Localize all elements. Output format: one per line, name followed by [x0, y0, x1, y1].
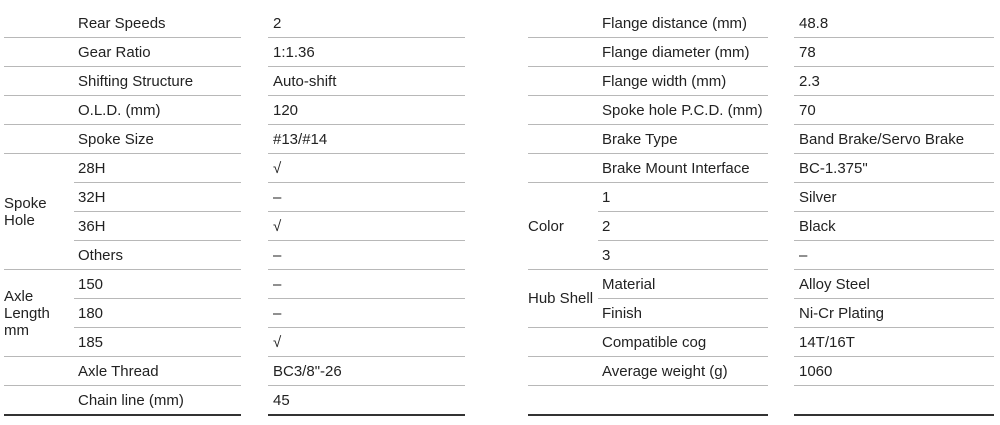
spec-group-label: [4, 38, 74, 67]
column-gap: [768, 67, 794, 96]
spec-value: Auto-shift: [268, 67, 465, 96]
spec-value: √: [268, 328, 465, 357]
spec-label: Material: [598, 270, 768, 299]
spec-label: Rear Speeds: [74, 9, 241, 38]
column-gap: [241, 270, 268, 299]
column-gap: [768, 38, 794, 67]
spec-value: –: [268, 270, 465, 299]
spec-row: [4, 154, 465, 183]
spec-label: Spoke Size: [74, 125, 241, 154]
column-gap: [768, 299, 794, 328]
column-gap: [768, 386, 794, 416]
spec-value: 78: [794, 38, 994, 67]
spec-row: [4, 183, 465, 212]
spec-group-label: Axle Length mm: [4, 270, 74, 357]
column-gap: [241, 9, 268, 38]
column-gap: [768, 328, 794, 357]
spec-group-label: [528, 38, 598, 67]
spec-row: [4, 357, 465, 386]
spec-label: Flange width (mm): [598, 67, 768, 96]
spec-group-label: [528, 328, 598, 357]
spec-label: 36H: [74, 212, 241, 241]
spec-row: [528, 183, 994, 212]
spec-label: Flange diameter (mm): [598, 38, 768, 67]
column-gap: [241, 183, 268, 212]
spec-label: Spoke hole P.C.D. (mm): [598, 96, 768, 125]
spec-value: √: [268, 154, 465, 183]
spec-row: [4, 328, 465, 357]
spec-label: Gear Ratio: [74, 38, 241, 67]
spec-row: [4, 96, 465, 125]
spec-label: Shifting Structure: [74, 67, 241, 96]
spec-label: Others: [74, 241, 241, 270]
spec-row: [4, 38, 465, 67]
spec-row: [528, 38, 994, 67]
spec-row: [528, 67, 994, 96]
spec-label: 2: [598, 212, 768, 241]
spec-row: [528, 241, 994, 270]
spec-label: Finish: [598, 299, 768, 328]
spec-row: [4, 270, 465, 299]
spec-label: 1: [598, 183, 768, 212]
spec-value: 48.8: [794, 9, 994, 38]
spec-value: [794, 386, 994, 416]
column-gap: [241, 299, 268, 328]
spec-label: Chain line (mm): [74, 386, 241, 416]
spec-label: Flange distance (mm): [598, 9, 768, 38]
spec-label: Brake Type: [598, 125, 768, 154]
column-gap: [768, 9, 794, 38]
spec-value: Black: [794, 212, 994, 241]
spec-row: [4, 212, 465, 241]
spec-value: Band Brake/Servo Brake: [794, 125, 994, 154]
column-gap: [768, 154, 794, 183]
spec-label: Average weight (g): [598, 357, 768, 386]
spec-value: 1:1.36: [268, 38, 465, 67]
column-gap: [768, 96, 794, 125]
spec-value: 45: [268, 386, 465, 416]
spec-value: √: [268, 212, 465, 241]
spec-row: [4, 299, 465, 328]
spec-row: [528, 9, 994, 38]
spec-label: [598, 386, 768, 416]
column-gap: [768, 270, 794, 299]
spec-label: 3: [598, 241, 768, 270]
spec-label: 185: [74, 328, 241, 357]
spec-value: 14T/16T: [794, 328, 994, 357]
spec-value: 1060: [794, 357, 994, 386]
column-gap: [241, 96, 268, 125]
column-gap: [241, 125, 268, 154]
spec-label: 180: [74, 299, 241, 328]
spec-row: [528, 96, 994, 125]
spec-row: [528, 386, 994, 416]
spec-group-label: [528, 9, 598, 38]
spec-row: [528, 154, 994, 183]
spec-group-label: [528, 96, 598, 125]
spec-group-label: [528, 357, 598, 386]
spec-value: BC-1.375": [794, 154, 994, 183]
column-gap: [241, 357, 268, 386]
spec-value: –: [268, 241, 465, 270]
column-gap: [241, 328, 268, 357]
spec-label: 32H: [74, 183, 241, 212]
column-gap: [768, 241, 794, 270]
spec-value: 2.3: [794, 67, 994, 96]
spec-value: Silver: [794, 183, 994, 212]
spec-value: 2: [268, 9, 465, 38]
spec-row: [528, 212, 994, 241]
spec-row: [528, 125, 994, 154]
column-gap: [768, 212, 794, 241]
spec-value: 70: [794, 96, 994, 125]
spec-value: #13/#14: [268, 125, 465, 154]
spec-group-label: Hub Shell: [528, 270, 598, 328]
spec-group-label: Spoke Hole: [4, 154, 74, 270]
spec-label: 150: [74, 270, 241, 299]
spec-label: Compatible cog: [598, 328, 768, 357]
spec-group-label: [4, 125, 74, 154]
spec-label: O.L.D. (mm): [74, 96, 241, 125]
spec-label: Axle Thread: [74, 357, 241, 386]
column-gap: [241, 154, 268, 183]
spec-value: –: [268, 299, 465, 328]
spec-row: [4, 241, 465, 270]
column-gap: [768, 357, 794, 386]
spec-value: –: [794, 241, 994, 270]
column-gap: [241, 241, 268, 270]
spec-row: [4, 9, 465, 38]
spec-group-label: [528, 67, 598, 96]
column-gap: [768, 183, 794, 212]
spec-group-label: [528, 125, 598, 154]
column-gap: [241, 386, 268, 416]
column-gap: [768, 125, 794, 154]
spec-group-label: [528, 154, 598, 183]
spec-row: [528, 270, 994, 299]
spec-group-label: [4, 386, 74, 416]
spec-label: Brake Mount Interface: [598, 154, 768, 183]
spec-group-label: [4, 67, 74, 96]
spec-group-label: [4, 96, 74, 125]
column-gap: [241, 38, 268, 67]
spec-group-label: [528, 386, 598, 416]
spec-value: 120: [268, 96, 465, 125]
left-spec-table: [4, 9, 465, 416]
spec-group-label: [4, 357, 74, 386]
spec-label: 28H: [74, 154, 241, 183]
spec-row: [528, 357, 994, 386]
spec-group-label: Color: [528, 183, 598, 270]
spec-value: Alloy Steel: [794, 270, 994, 299]
right-spec-table: [528, 9, 994, 416]
spec-row: [4, 386, 465, 416]
spec-row: [4, 125, 465, 154]
spec-value: –: [268, 183, 465, 212]
spec-row: [4, 67, 465, 96]
column-gap: [241, 67, 268, 96]
column-gap: [241, 212, 268, 241]
spec-value: Ni-Cr Plating: [794, 299, 994, 328]
spec-row: [528, 299, 994, 328]
spec-value: BC3/8"-26: [268, 357, 465, 386]
spec-group-label: [4, 9, 74, 38]
spec-row: [528, 328, 994, 357]
